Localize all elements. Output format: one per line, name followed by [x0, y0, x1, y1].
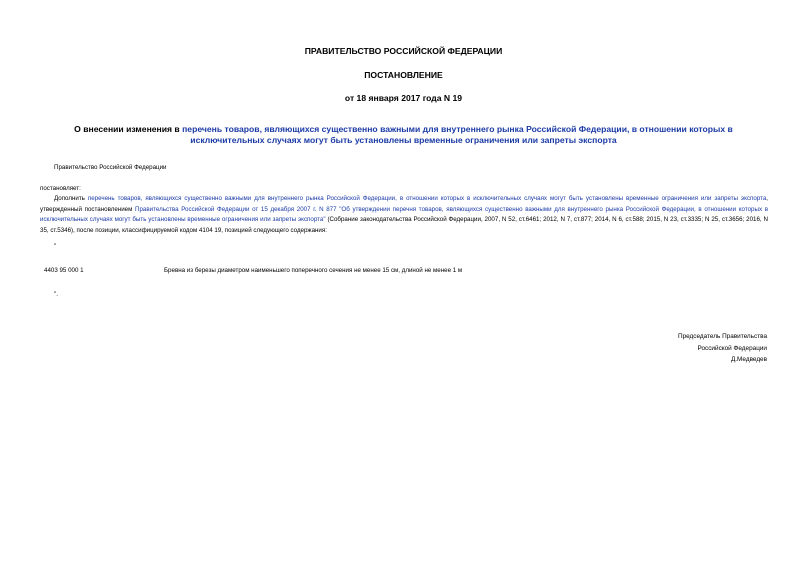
signature-name: Д.Медведев [730, 356, 767, 363]
resolution-link[interactable]: Правительства Российской Федерации от 15 декабря 2007 г. N 877 "Об утверждении перечня товаров, являющихся существенно важными для внутреннего рынка Российской Федерации, в отношении которых в исключительных случаях могут быть установлены временные ограничения или запреты экспорта" [40, 205, 769, 223]
resolves-text: постановляет: [40, 185, 81, 192]
issuer-text: Правительство Российской Федерации [54, 164, 167, 171]
document-type: ПОСТАНОВЛЕНИЕ [364, 70, 443, 80]
paragraph-start: Дополнить [54, 195, 88, 202]
signature-title: Председатель Правительства [678, 333, 767, 340]
list-link[interactable]: перечень товаров, являющихся существенно важными для внутреннего рынка Российской Федерации, в отношении которых в исключительных случаях могут быть установлены временные ограничения или запреты экспорта [87, 195, 767, 202]
main-paragraph [40, 194, 768, 236]
paragraph-end: (Собрание законодательства Российской Федерации, 2007, N 52, ст.6461; 2012, N 7, ст.877; 2014, N 6, ст.588; 2015, N 23, ст.3335; N 25, ст.3656; 2016, N 35, ст.5346), после позиции, классифицируемой кодом 4104 19, позицией следующего содержания: [40, 216, 769, 234]
signature-block [678, 331, 767, 366]
close-quote: ". [54, 291, 58, 298]
signature-org: Российской Федерации [697, 344, 767, 352]
title-link[interactable]: перечень товаров, являющихся существенно важными для внутреннего рынка Российской Федерации, в отношении которых в исключительных случаях могут быть установлены временные ограничения или запреты экспорта [182, 124, 733, 145]
open-quote: " [54, 243, 57, 250]
government-header: ПРАВИТЕЛЬСТВО РОССИЙСКОЙ ФЕДЕРАЦИИ [304, 46, 503, 56]
item-code: 4403 95 000 1 [44, 267, 84, 274]
title-prefix: О внесении изменения в [74, 124, 183, 134]
document-title [40, 124, 767, 146]
document-date-number: от 18 января 2017 года N 19 [344, 93, 463, 103]
item-description: Бревна из березы диаметром наименьшего поперечного сечения не менее 15 см, длиной не менее 1 м [164, 267, 463, 274]
paragraph-mid: , утвержденный постановлением [40, 195, 769, 213]
